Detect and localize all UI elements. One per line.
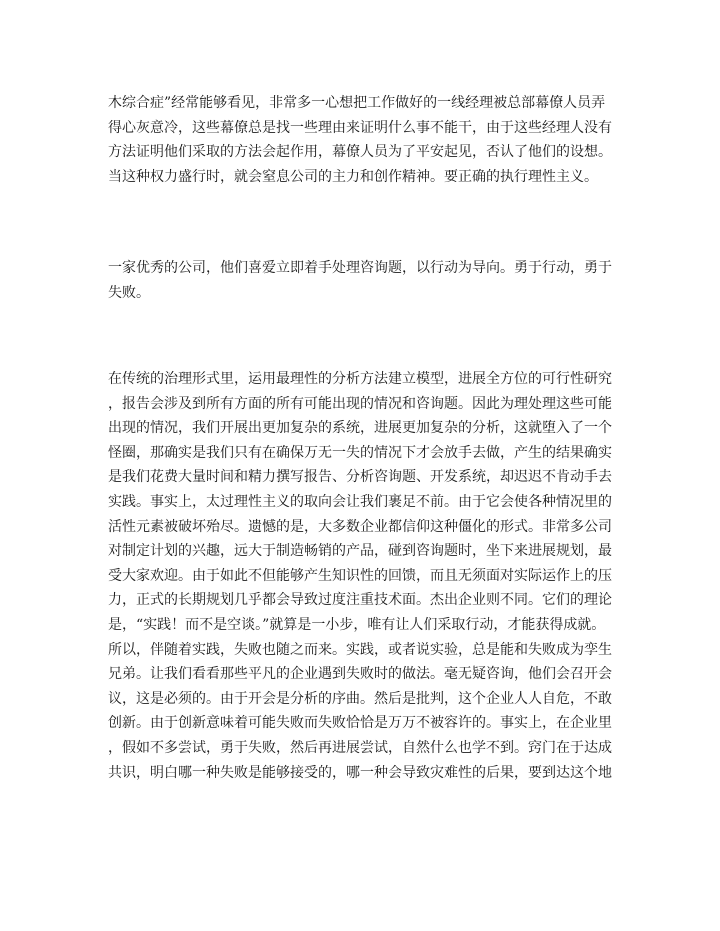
text-line: 怪圈，那确实是我们只有在确保万无一失的情况下才会放手去做，产生的结果确实 [108, 444, 612, 461]
text-line: 木综合症”经常能够看见，非常多一心想把工作做好的一线经理被总部幕僚人员弄 [108, 95, 606, 111]
text-line: 在传统的治理形式里，运用最理性的分析方法建立模型，进展全方位的可行性研究 [108, 371, 612, 387]
text-line: 创新。由于创新意味着可能失败而失败恰恰是万万不被容许的。事实上，在企业里 [108, 715, 612, 732]
text-line: 出现的情况，我们开展出更加复杂的系统，进展更加复杂的分析，这就堕入了一个 [108, 420, 612, 437]
text-line: ，报告会涉及到所有方面的所有可能出现的情况和咨询题。因此为理处理这些可能 [108, 395, 612, 412]
text-line: 共识，明白哪一种失败是能够接受的，哪一种会导致灾难性的后果，要到达这个地 [108, 764, 612, 781]
text-line: 当这种权力盛行时，就会窒息公司的主力和创作精神。要正确的执行理性主义。 [108, 168, 598, 185]
text-line: 议，这是必须的。由于开会是分析的序曲。然后是批判，这个企业人人自危，不敢 [108, 690, 612, 707]
text-line: 活性元素被破坏殆尽。遗憾的是，大多数企业都信仰这种僵化的形式。非常多公司 [108, 518, 612, 535]
text-line: 方法证明他们采取的方法会起作用，幕僚人员为了平安起见，否认了他们的设想。 [108, 144, 612, 161]
text-line: 实践。事实上，太过理性主义的取向会让我们裹足不前。由于它会使各种情况里的 [108, 493, 612, 510]
paragraph-1 [108, 91, 628, 189]
text-line: ，假如不多尝试，勇于失败，然后再进展尝试，自然什么也学不到。窍门在于达成 [108, 739, 612, 756]
text-line: 兄弟。让我们看看那些平凡的企业遇到失败时的做法。毫无疑咨询，他们会召开会 [108, 666, 612, 683]
text-line: 是我们花费大量时间和精力撰写报告、分析咨询题、开发系统，却迟迟不肯动手去 [108, 469, 612, 486]
text-line: 受大家欢迎。由于如此不但能够产生知识性的回馈，而且无须面对实际运作上的压 [108, 567, 612, 584]
paragraph-3 [108, 367, 628, 785]
text-line: 是，“实践！而不是空谈。”就算是一小步，唯有让人们采取行动，才能获得成就。 [108, 616, 606, 633]
text-line: 失败。 [108, 284, 150, 301]
text-line: 得心灰意冷，这些幕僚总是找一些理由来证明什么事不能干，由于这些经理人没有 [108, 119, 612, 136]
text-line: 一家优秀的公司，他们喜爱立即着手处理咨询题，以行动为导向。勇于行动，勇于 [108, 260, 612, 276]
text-line: 对制定计划的兴趣，远大于制造畅销的产品，碰到咨询题时，坐下来进展规划，最 [108, 543, 612, 560]
paragraph-2 [108, 256, 628, 305]
text-line: 力，正式的长期规划几乎都会导致过度注重技术面。杰出企业则不同。它们的理论 [108, 592, 612, 609]
text-line: 所以，伴随着实践，失败也随之而来。实践，或者说实验，总是能和失败成为孪生 [108, 641, 612, 658]
